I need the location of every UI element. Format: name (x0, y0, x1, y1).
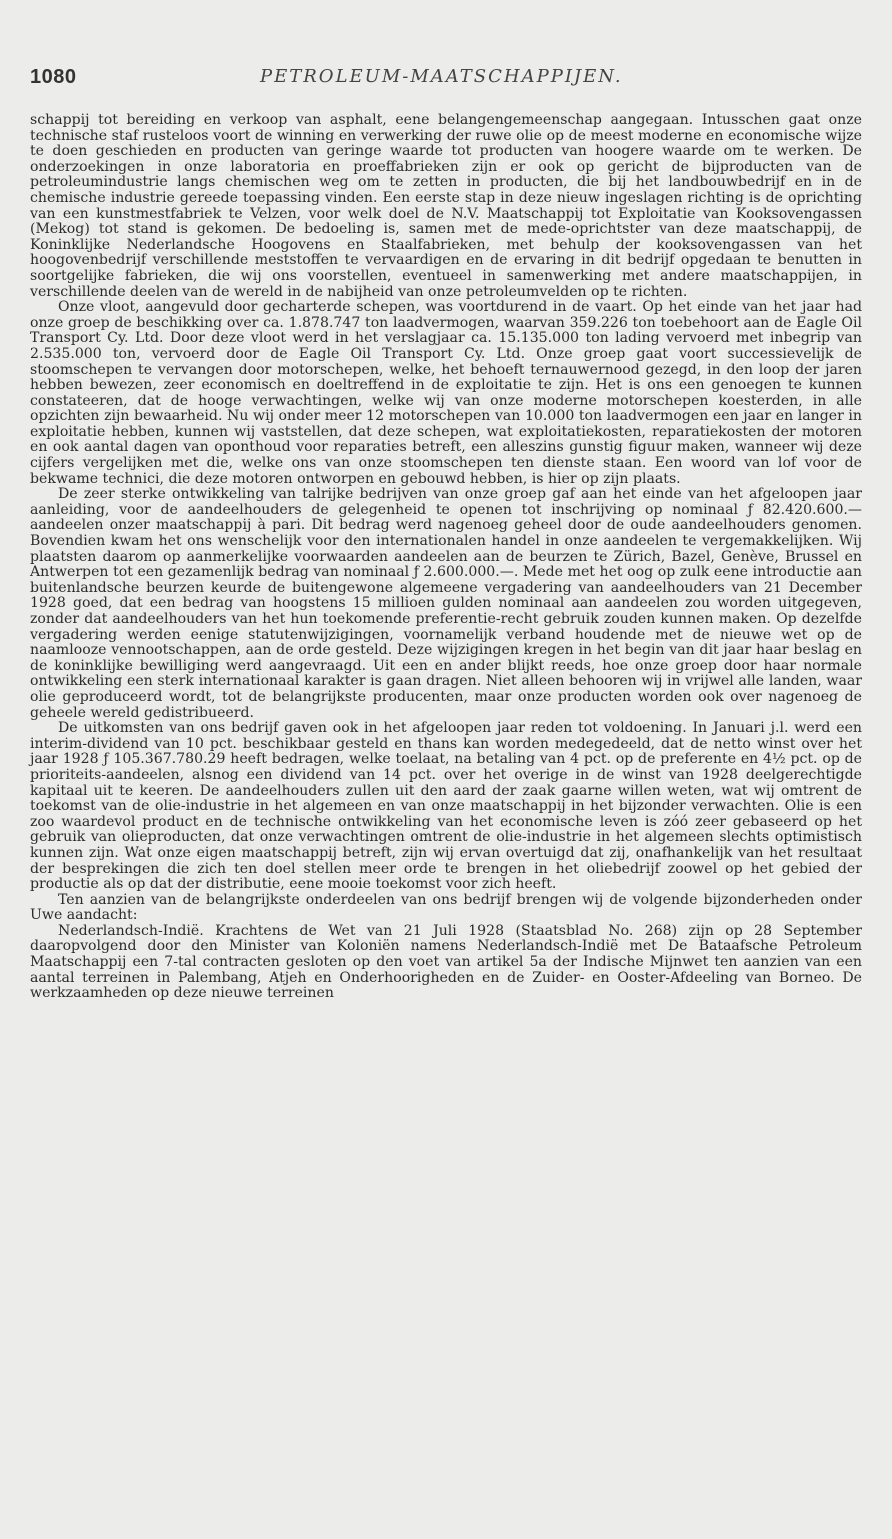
page-number: 1080 (30, 66, 77, 88)
paragraph-company-research: schappij tot bereiding en verkoop van asphalt, eene belangengemeenschap aangegaan. Intusschen gaat onze technische staf rusteloos voort de winning en verwerking der ruwe olie op de meest moderne en economische wijze te doen geschieden en producten van geringe waarde tot producten van hoogere waarde om te werken. De onderzoekingen in onze laboratoria en proeffabrieken zijn er ook op gericht de bijproducten van de petroleumindustrie langs chemischen weg om te zetten in producten, die bij het landbouwbedrijf en in de chemische industrie gereede toepassing vinden. Een eerste stap in deze nieuw ingeslagen richting is de oprichting van een kunstmestfabriek te Velzen, voor welk doel de N.V. Maatschappij tot Exploitatie van Kooksovengassen (Mekog) tot stand is gekomen. De bedoeling is, samen met de mede-oprichtster van deze maatschappij, de Koninklijke Nederlandsche Hoogovens en Staalfabrieken, met behulp der kooksovengassen van het hoogovenbedrijf verschillende meststoffen te vervaardigen en de ervaring in dit bedrijf opgedaan te benutten in soortgelijke fabrieken, die wij ons voorstellen, eventueel in samenwerking met andere maatschappijen, in verschillende deelen van de wereld in de nabijheid van onze petroleumvelden op te richten. (30, 112, 862, 300)
running-title: PETROLEUM-MAATSCHAPPIJEN. (260, 66, 623, 87)
paragraph-netherlands-indies: Nederlandsch-Indië. Krachtens de Wet van 21 Juli 1928 (Staatsblad No. 268) zijn op 28 September daaropvolgend door den Minister van Koloniën namens Nederlandsch-Indië met De Bataafsche Petroleum Maatschappij een 7-tal contracten gesloten op den voet van artikel 5a der Indische Mijnwet ten aanzien van een aantal terreinen in Palembang, Atjeh en Onderhoorigheden en de Zuider- en Ooster-Afdeeling van Borneo. De werkzaamheden op deze nieuwe terreinen (30, 922, 862, 1002)
page-header (30, 64, 862, 94)
paragraph-introduction: Ten aanzien van de belangrijkste onderdeelen van ons bedrijf brengen wij de volgende bijzonderheden onder Uwe aandacht: (30, 891, 862, 924)
body-text (30, 113, 862, 1002)
paragraph-results: De uitkomsten van ons bedrijf gaven ook in het afgeloopen jaar reden tot voldoening. In Januari j.l. werd een interim-dividend van 10 pct. beschikbaar gesteld en thans kan worden medegedeeld, dat de netto winst over het jaar 1928 ƒ 105.367.780.29 heeft bedragen, welke toelaat, na betaling van 4 pct. op de preferente en 4½ pct. op de prioriteits-aandeelen, alsnog een dividend van 14 pct. over het overige in de winst van 1928 deelgerechtigde kapitaal uit te keeren. De aandeelhouders zullen uit den aard der zaak gaarne willen weten, wat wij omtrent de toekomst van de olie-industrie in het algemeen en van onze maatschappij in het bijzonder verwachten. Olie is een zoo waardevol product en de technische ontwikkeling van het economische leven is zóó zeer gebaseerd op het gebruik van olieproducten, dat onze verwachtingen omtrent de olie-industrie in het algemeen slechts optimistisch kunnen zijn. Wat onze eigen maatschappij betreft, zijn wij ervan overtuigd dat zij, onafhankelijk van het resultaat der besprekingen die zich ten doel stellen meer orde te brengen in het oliebedrijf zoowel op het gebied der productie als op dat der distributie, eene mooie toekomst voor zich heeft. (30, 720, 862, 893)
paragraph-share-issue: De zeer sterke ontwikkeling van talrijke bedrijven van onze groep gaf aan het einde van het afgeloopen jaar aanleiding, voor de aandeelhouders de gelegenheid te openen tot inschrijving op nominaal ƒ 82.420.600.— aandeelen onzer maatschappij à pari. Dit bedrag werd nagenoeg geheel door de oude aandeelhouders genomen. Bovendien kwam het ons wenschelijk voor den internationalen handel in onze aandeelen te vergemakkelijken. Wij plaatsten daarom op aanmerkelijke voorwaarden aandeelen aan de beurzen te Zürich, Bazel, Genève, Brussel en Antwerpen tot een gezamenlijk bedrag van nominaal ƒ 2.600.000.—. Mede met het oog op zulk eene introductie aan buitenlandsche beurzen keurde de buitengewone algemeene vergadering van aandeelhouders van 21 December 1928 goed, dat een bedrag van hoogstens 15 millioen gulden nominaal aan aandeelen zou worden uitgegeven, zonder dat aandeelhouders van het hun toekomende preferentie-recht gebruik zouden kunnen maken. Op dezelfde vergadering werden eenige statutenwijzigingen, voornamelijk verband houdende met de nieuwe wet op de naamlooze vennootschappen, aan de orde gesteld. Deze wijzigingen kregen in het begin van dit jaar haar beslag en de koninklijke bewilliging werd aangevraagd. Uit een en ander blijkt reeds, hoe onze groep door haar normale ontwikkeling een sterk internationaal karakter is gaan dragen. Niet alleen behooren wij in vrijwel alle landen, waar olie geproduceerd wordt, tot de belangrijkste producenten, maar onze producten worden ook over nagenoeg de geheele wereld gedistribueerd. (30, 486, 862, 721)
paragraph-fleet: Onze vloot, aangevuld door gecharterde schepen, was voortdurend in de vaart. Op het einde van het jaar had onze groep de beschikking over ca. 1.878.747 ton laadvermogen, waarvan 359.226 ton toebehoort aan de Eagle Oil Transport Cy. Ltd. Door deze vloot werd in het verslagjaar ca. 15.135.000 ton lading vervoerd met inbegrip van 2.535.000 ton, vervoerd door de Eagle Oil Transport Cy. Ltd. Onze groep gaat voort successievelijk de stoomschepen te vervangen door motorschepen, welke, het behoeft ternauwernood gezegd, in den loop der jaren hebben bewezen, zeer economisch en doeltreffend in de exploitatie te zijn. Het is ons een genoegen te kunnen constateeren, dat de hooge verwachtingen, welke wij van onze moderne motorschepen koesterden, in alle opzichten zijn bewaarheid. Nu wij onder meer 12 motorschepen van 10.000 ton laadvermogen een jaar en langer in exploitatie hebben, kunnen wij vaststellen, dat deze schepen, wat exploitatiekosten, reparatiekosten der motoren en ook aantal dagen van oponthoud voor reparaties betreft, een alleszins gunstig figuur maken, wanneer wij deze cijfers vergelijken met die, welke ons van onze stoomschepen ten dienste staan. Een woord van lof voor de bekwame technici, die deze motoren ontworpen en gebouwd hebben, is hier op zijn plaats. (30, 299, 862, 487)
